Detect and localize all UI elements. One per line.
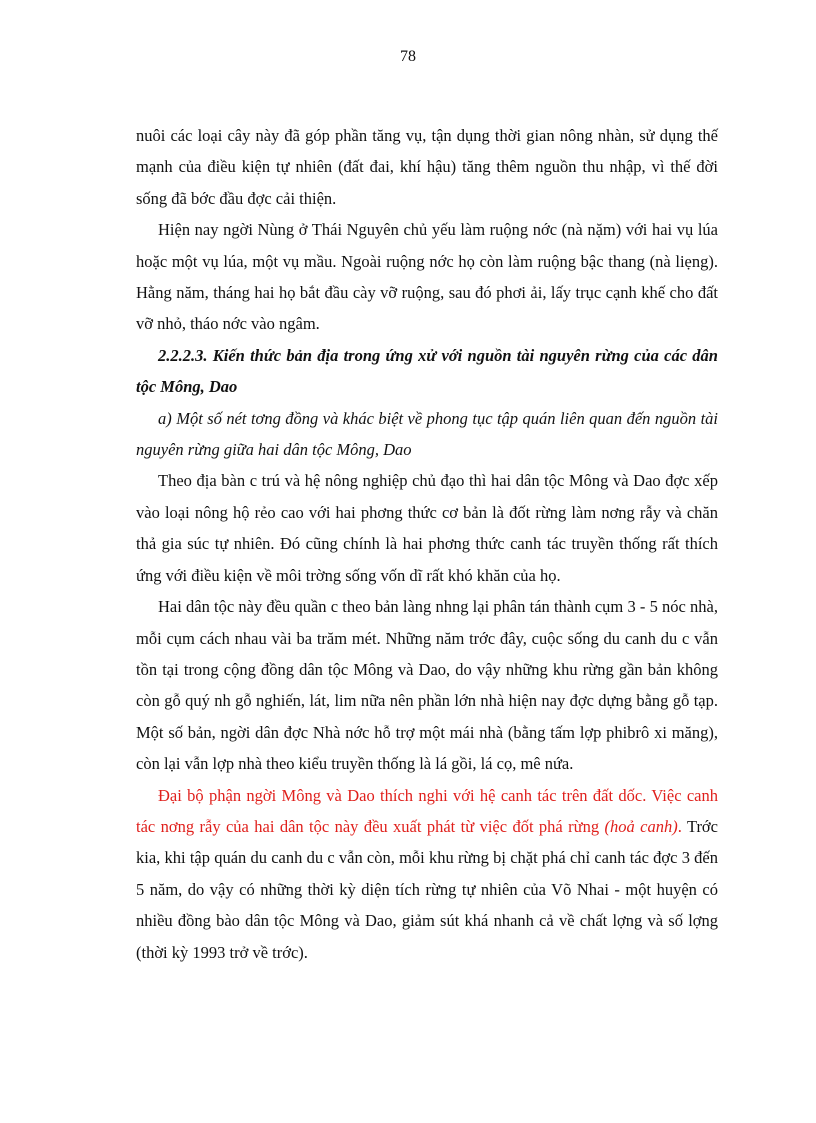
- subsection-heading: a) Một số nét tơng đồng và khác biệt về phong tục tập quán liên quan đến nguồn tài nguyên rừng giữa hai dân tộc Mông, Dao: [136, 408, 718, 460]
- highlighted-italic-text: (hoả canh): [604, 816, 678, 836]
- paragraph-2: Hiện nay ngời Nùng ở Thái Nguyên chủ yếu làm ruộng nớc (nà nặm) với hai vụ lúa hoặc một vụ lúa, một vụ mầu. Ngoài ruộng nớc họ còn làm ruộng bậc thang (nà liẹng). Hằng năm, tháng hai họ bắt đầu cày vỡ ruộng, sau đó phơi ải, lấy trục cạnh khế cho đất vỡ nhỏ, tháo nớc vào ngâm.: [136, 220, 718, 334]
- paragraph-1: nuôi các loại cây này đã góp phần tăng vụ, tận dụng thời gian nông nhàn, sử dụng thế mạnh của điều kiện tự nhiên (đất đai, khí hậu) tăng thêm nguồn thu nhập, vì thế đời sống đã bớc đầu đợc cải thiện.: [136, 126, 718, 208]
- section-heading: 2.2.2.3. Kiến thức bản địa trong ứng xử với nguồn tài nguyên rừng của các dân tộc Mông, Dao: [136, 345, 718, 397]
- highlighted-text: Đại bộ phận ngời Mông và Dao thích nghi với hệ canh tác trên đất dốc. Việc canh tác nơng rẫy của hai dân tộc này đều xuất phát từ việc đốt phá rừng: [136, 785, 718, 836]
- paragraph-4: Hai dân tộc này đều quần c theo bản làng nhng lại phân tán thành cụm 3 - 5 nóc nhà, mỗi cụm cách nhau vài ba trăm mét. Những năm trớc đây, cuộc sống du canh du c vẫn tồn tại trong cộng đồng dân tộc Mông và Dao, do vậy những khu rừng gần bản không còn gỗ quý nh gỗ nghiến, lát, lim nữa nên phần lớn nhà hiện nay đợc dựng bằng gỗ tạp. Một số bản, ngời dân đợc Nhà nớc hỗ trợ một mái nhà (bằng tấm lợp phibrô xi măng), còn lại vẫn lợp nhà theo kiểu truyền thống là lá gồi, lá cọ, mê nứa.: [136, 597, 718, 774]
- page-body: [136, 120, 718, 968]
- paragraph-5-rest: Trớc kia, khi tập quán du canh du c vẫn còn, mỗi khu rừng bị chặt phá chỉ canh tác đợc 3 đến 5 năm, do vậy có những thời kỳ diện tích rừng tự nhiên của Võ Nhai - một huyện có nhiều đồng bào dân tộc Mông và Dao, giảm sút khá nhanh cả về chất lợng và số lợng (thời kỳ 1993 trở về trớc).: [136, 816, 718, 962]
- paragraph-5: [136, 780, 718, 968]
- highlighted-text-end: .: [677, 816, 682, 836]
- page-number: 78: [400, 48, 416, 65]
- paragraph-3: Theo địa bàn c trú và hệ nông nghiệp chủ đạo thì hai dân tộc Mông và Dao đợc xếp vào loại nông hộ rẻo cao với hai phơng thức cơ bản là đốt rừng làm nơng rẫy và chăn thả gia súc tự nhiên. Đó cũng chính là hai phơng thức canh tác truyền thống rất thích ứng với điều kiện về môi trờng sống vốn dĩ rất khó khăn của họ.: [136, 471, 718, 585]
